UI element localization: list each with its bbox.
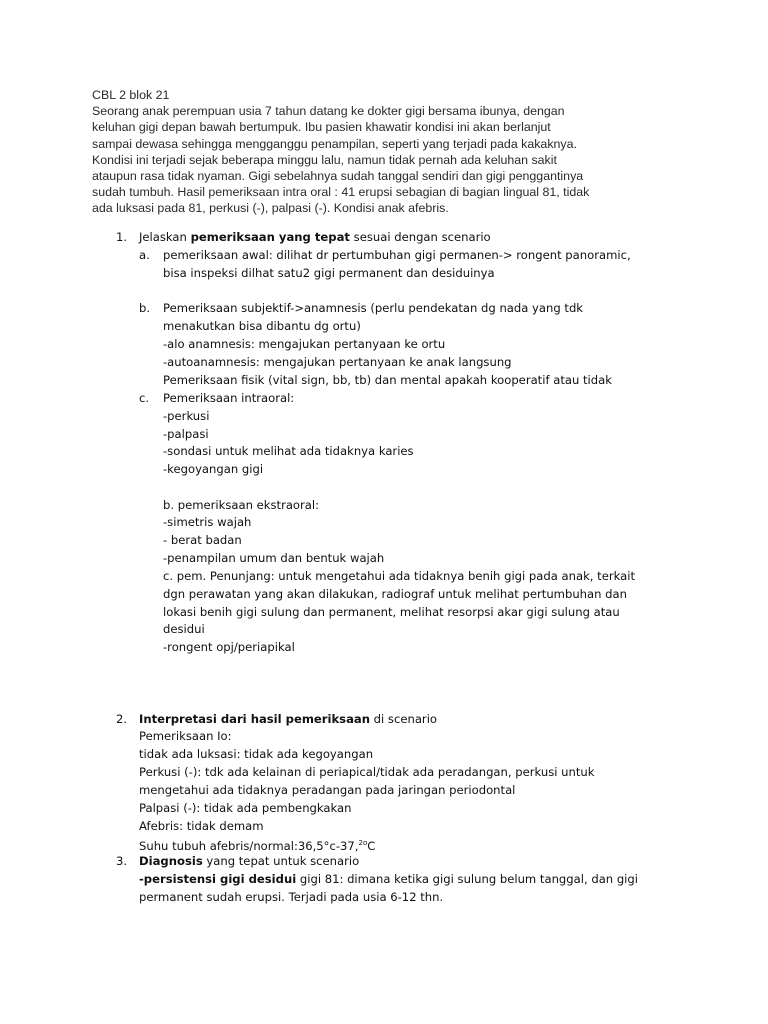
q3-heading [139, 853, 359, 870]
q1-extra-line: - berat badan [163, 533, 242, 547]
q1-c-line: -sondasi untuk melihat ada tidaknya karies [163, 444, 414, 458]
q2-temperature-line [139, 835, 375, 855]
q2-heading-post: di scenario [369, 712, 438, 726]
intro-line: ada luksasi pada 81, perkusi (-), palpasi (-). Kondisi anak afebris. [92, 201, 449, 216]
q1-b-line: Pemeriksaan fisik (vital sign, bb, tb) dan mental apakah kooperatif atau tidak [163, 373, 612, 387]
q2-heading-bold: Interpretasi dari hasil pemeriksaan [139, 712, 370, 726]
q1-c-line: Pemeriksaan intraoral: [163, 391, 295, 405]
q1-extra-line: -simetris wajah [163, 515, 252, 529]
q2-temperature-sup: 2o [358, 839, 368, 847]
q1-b-line: -autoanamnesis: mengajukan pertanyaan ke anak langsung [163, 355, 512, 369]
q2-number: 2. [116, 712, 128, 726]
q3-line: permanent sudah erupsi. Terjadi pada usia 6-12 thn. [139, 890, 444, 904]
q2-line: Palpasi (-): tidak ada pembengkakan [139, 801, 352, 815]
q1-heading-post: sesuai dengan scenario [349, 230, 491, 244]
intro-line: sampai dewasa sehingga mengganggu penampilan, seperti yang terjadi pada kakaknya. [92, 136, 577, 151]
q1-c-line: -palpasi [163, 427, 209, 441]
q1-extra-line: desidui [163, 622, 205, 636]
q2-line: Pemeriksaan Io: [139, 729, 232, 743]
q1-b-line: Pemeriksaan subjektif->anamnesis (perlu pendekatan dg nada yang tdk [163, 301, 584, 315]
q2-line: mengetahui ada tidaknya peradangan pada jaringan periodontal [139, 783, 516, 797]
intro-line: ataupun rasa tidak nyaman. Gigi sebelahnya sudah tanggal sendiri dan gigi penggantinya [92, 169, 584, 184]
q1-c-label: c. [139, 391, 150, 405]
q1-c-line: -perkusi [163, 409, 210, 423]
q2-heading [139, 711, 437, 728]
q1-a-line: pemeriksaan awal: dilihat dr pertumbuhan gigi permanen-> rongent panoramic, [163, 248, 631, 262]
q3-heading-post: yang tepat untuk scenario [202, 854, 360, 868]
q1-a-line: bisa inspeksi dilhat satu2 gigi permanent dan desiduinya [163, 266, 495, 280]
q2-line: tidak ada luksasi: tidak ada kegoyangan [139, 747, 374, 761]
scenario-intro [92, 87, 692, 217]
q3-heading-bold: Diagnosis [139, 854, 203, 868]
q1-number: 1. [116, 230, 128, 244]
intro-line: Seorang anak perempuan usia 7 tahun datang ke dokter gigi bersama ibunya, dengan [92, 104, 565, 119]
intro-line: Kondisi ini terjadi sejak beberapa minggu lalu, namun tidak pernah ada keluhan sakit [92, 152, 557, 167]
q1-heading [139, 229, 491, 246]
q1-b-line: menakutkan bisa dibantu dg ortu) [163, 319, 361, 333]
q1-extra-line: lokasi benih gigi sulung dan permanent, melihat resorpsi akar gigi sulung atau [163, 605, 620, 619]
intro-line: keluhan gigi depan bawah bertumpuk. Ibu pasien khawatir kondisi ini akan berlanjut [92, 120, 551, 135]
q2-temperature-text: Suhu tubuh afebris/normal:36,5°c-37, [139, 838, 359, 853]
q1-b-line: -alo anamnesis: mengajukan pertanyaan ke ortu [163, 337, 446, 351]
q3-number: 3. [116, 854, 128, 868]
q3-line-rest: gigi 81: dimana ketika gigi sulung belum tanggal, dan gigi [296, 872, 638, 886]
q1-extra-line: c. pem. Penunjang: untuk mengetahui ada tidaknya benih gigi pada anak, terkait [163, 569, 636, 583]
q1-heading-pre: Jelaskan [139, 230, 191, 244]
q1-b-label: b. [139, 301, 151, 315]
q2-line: Afebris: tidak demam [139, 819, 264, 833]
q2-temperature-unit: C [367, 838, 376, 853]
q1-extra-line: -penampilan umum dan bentuk wajah [163, 551, 385, 565]
q2-line: Perkusi (-): tdk ada kelainan di periapical/tidak ada peradangan, perkusi untuk [139, 765, 595, 779]
intro-line: sudah tumbuh. Hasil pemeriksaan intra oral : 41 erupsi sebagian di bagian lingual 81, tidak [92, 185, 590, 200]
q1-c-line: -kegoyangan gigi [163, 462, 264, 476]
q1-a-label: a. [139, 248, 150, 262]
doc-title: CBL 2 blok 21 [92, 88, 170, 102]
q1-extra-line: dgn perawatan yang akan dilakukan, radiograf untuk melihat pertumbuhan dan [163, 587, 627, 601]
q3-line [139, 871, 638, 888]
q1-heading-bold: pemeriksaan yang tepat [190, 230, 350, 244]
q3-line-bold: -persistensi gigi desidui [139, 872, 297, 886]
q1-extra-line: -rongent opj/periapikal [163, 640, 295, 654]
q1-extra-line: b. pemeriksaan ekstraoral: [163, 498, 320, 512]
